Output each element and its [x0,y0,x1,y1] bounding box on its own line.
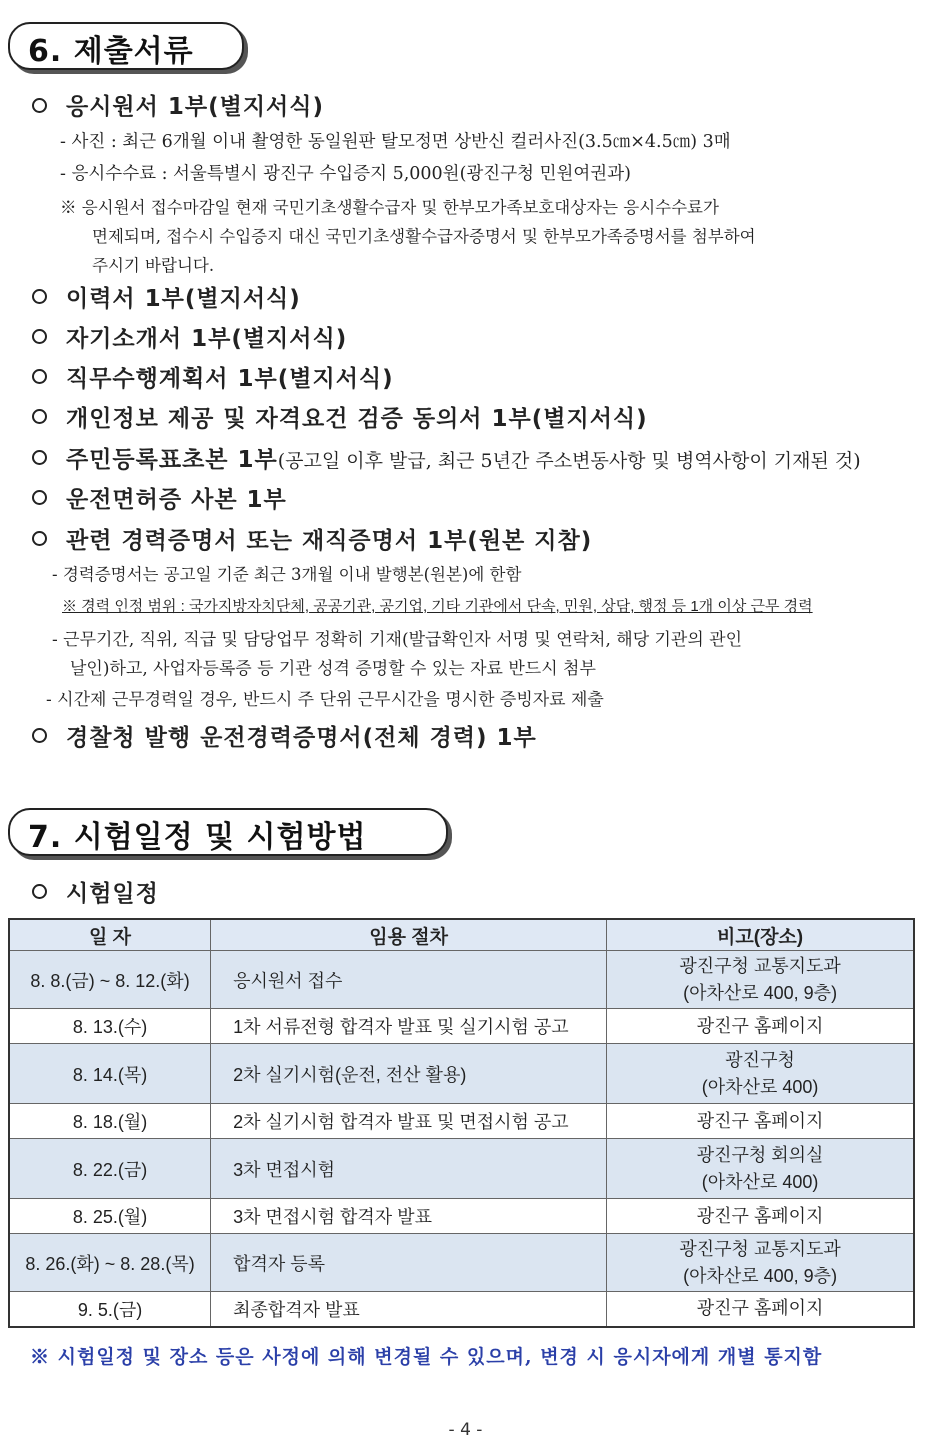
item-resident-registration-label: 주민등록표초본 1부 [66,447,278,473]
item-job-plan: 직무수행계획서 1부(별지서식) [66,366,394,392]
row-step: 최종합격자 발표 [211,1292,607,1327]
row-place-line1: 광진구 홈페이지 [696,1015,824,1036]
section6-title: 6. 제출서류 [28,34,194,69]
item-police-driving-record: 경찰청 발행 운전경력증명서(전체 경력) 1부 [66,725,537,751]
bullet-circle-icon [32,409,47,424]
row-place-line2: (아차산로 400) [701,1171,819,1192]
row-date: 8. 14.(목) [9,1044,211,1104]
row-place [607,1199,914,1234]
row-step: 3차 면접시험 [211,1139,607,1199]
table-row [9,1104,914,1139]
item-resume: 이력서 1부(별지서식) [66,286,301,312]
row-date: 8. 8.(금) ~ 8. 12.(화) [9,951,211,1009]
item-self-intro: 자기소개서 1부(별지서식) [66,326,348,352]
schedule-change-notice: ※ 시험일정 및 장소 등은 사정에 의해 변경될 수 있으며, 변경 시 응시자에게 개별 통지함 [30,1346,823,1368]
fee-note-line1: ※ 응시원서 접수마감일 현재 국민기초생활수급자 및 한부모가족보호대상자는 응시수수료가 [60,198,719,217]
row-date: 8. 26.(화) ~ 8. 28.(목) [9,1234,211,1292]
row-place-line1: 광진구 홈페이지 [696,1205,824,1226]
row-step: 2차 실기시험(운전, 전산 활용) [211,1044,607,1104]
item-career-certificate: 관련 경력증명서 또는 재직증명서 1부(원본 지참) [66,528,593,554]
bullet-circle-icon [32,369,47,384]
table-row [9,951,914,1009]
row-date: 9. 5.(금) [9,1292,211,1327]
table-row [9,1139,914,1199]
row-place-line1: 광진구청 회의실 [696,1144,824,1165]
row-place [607,951,914,1009]
career-sub2-line2: 날인)하고, 사업자등록증 등 기관 성격 증명할 수 있는 자료 반드시 첨부 [70,659,596,679]
row-place [607,1139,914,1199]
fee-note-line2: 면제되며, 접수시 수입증지 대신 국민기초생활수급자증명서 및 한부모가족증명서를 첨부하여 [92,227,756,246]
item-resident-registration-aside: (공고일 이후 발급, 최근 5년간 주소변동사항 및 병역사항이 기재된 것) [277,450,861,472]
table-row [9,1044,914,1104]
career-sub2-line1: - 근무기간, 직위, 직급 및 담당업무 정확히 기재(발급확인자 서명 및 연락처, 해당 기관의 관인 [52,630,743,650]
row-step: 2차 실기시험 합격자 발표 및 면접시험 공고 [211,1104,607,1139]
row-place [607,1234,914,1292]
bullet-circle-icon [32,98,47,113]
row-place [607,1009,914,1044]
item-privacy-consent: 개인정보 제공 및 자격요건 검증 동의서 1부(별지서식) [66,406,648,432]
header-step: 임용 절차 [211,919,607,951]
row-place-line1: 광진구청 교통지도과 [679,955,841,976]
section7-title: 7. 시험일정 및 시험방법 [28,820,367,855]
row-place [607,1104,914,1139]
row-place [607,1044,914,1104]
career-note: ※ 경력 인정 범위 : 국가지방자치단체, 공공기관, 공기업, 기타 기관에서 단속, 민원, 상담, 행정 등 1개 이상 근무 경력 [62,598,813,615]
row-place-line2: (아차산로 400, 9층) [683,1265,838,1286]
row-date: 8. 25.(월) [9,1199,211,1234]
row-place [607,1292,914,1327]
bullet-circle-icon [32,289,47,304]
header-place: 비고(장소) [607,919,914,951]
career-sub1: - 경력증명서는 공고일 기준 최근 3개월 이내 발행본(원본)에 한함 [52,565,522,584]
row-place-line2: (아차산로 400, 9층) [683,982,838,1003]
bullet-circle-icon [32,329,47,344]
bullet-circle-icon [32,490,47,505]
career-sub3: - 시간제 근무경력일 경우, 반드시 주 단위 근무시간을 명시한 증빙자료 제출 [46,690,604,710]
header-date: 일 자 [9,919,211,951]
row-date: 8. 22.(금) [9,1139,211,1199]
item-driver-license: 운전면허증 사본 1부 [66,487,287,513]
row-place-line1: 광진구 홈페이지 [696,1110,824,1131]
row-place-line2: (아차산로 400) [701,1076,819,1097]
row-step: 1차 서류전형 합격자 발표 및 실기시험 공고 [211,1009,607,1044]
row-place-line1: 광진구 홈페이지 [696,1298,824,1319]
sub-photo: - 사진 : 최근 6개월 이내 촬영한 동일원판 탈모정면 상반신 컬러사진(3.5㎝×4.5㎝) 3매 [60,132,731,152]
table-row [9,1292,914,1327]
item-resident-registration [66,441,861,474]
item-application: 응시원서 1부(별지서식) [66,94,324,120]
bullet-circle-icon [32,450,47,465]
page-number: - 4 - [448,1420,483,1440]
table-row [9,1009,914,1044]
row-step: 합격자 등록 [211,1234,607,1292]
schedule-label: 시험일정 [66,881,159,907]
bullet-circle-icon [32,884,47,899]
table-row [9,1199,914,1234]
table-row [9,1234,914,1292]
row-date: 8. 13.(수) [9,1009,211,1044]
bullet-circle-icon [32,728,47,743]
bullet-circle-icon [32,531,47,546]
row-step: 3차 면접시험 합격자 발표 [211,1199,607,1234]
fee-note-line3: 주시기 바랍니다. [92,256,215,275]
schedule-table [8,918,915,1328]
row-place-line1: 광진구청 [725,1049,795,1070]
sub-fee: - 응시수수료 : 서울특별시 광진구 수입증지 5,000원(광진구청 민원여권과) [60,164,631,184]
row-place-line1: 광진구청 교통지도과 [679,1238,841,1259]
row-step: 응시원서 접수 [211,951,607,1009]
row-date: 8. 18.(월) [9,1104,211,1139]
